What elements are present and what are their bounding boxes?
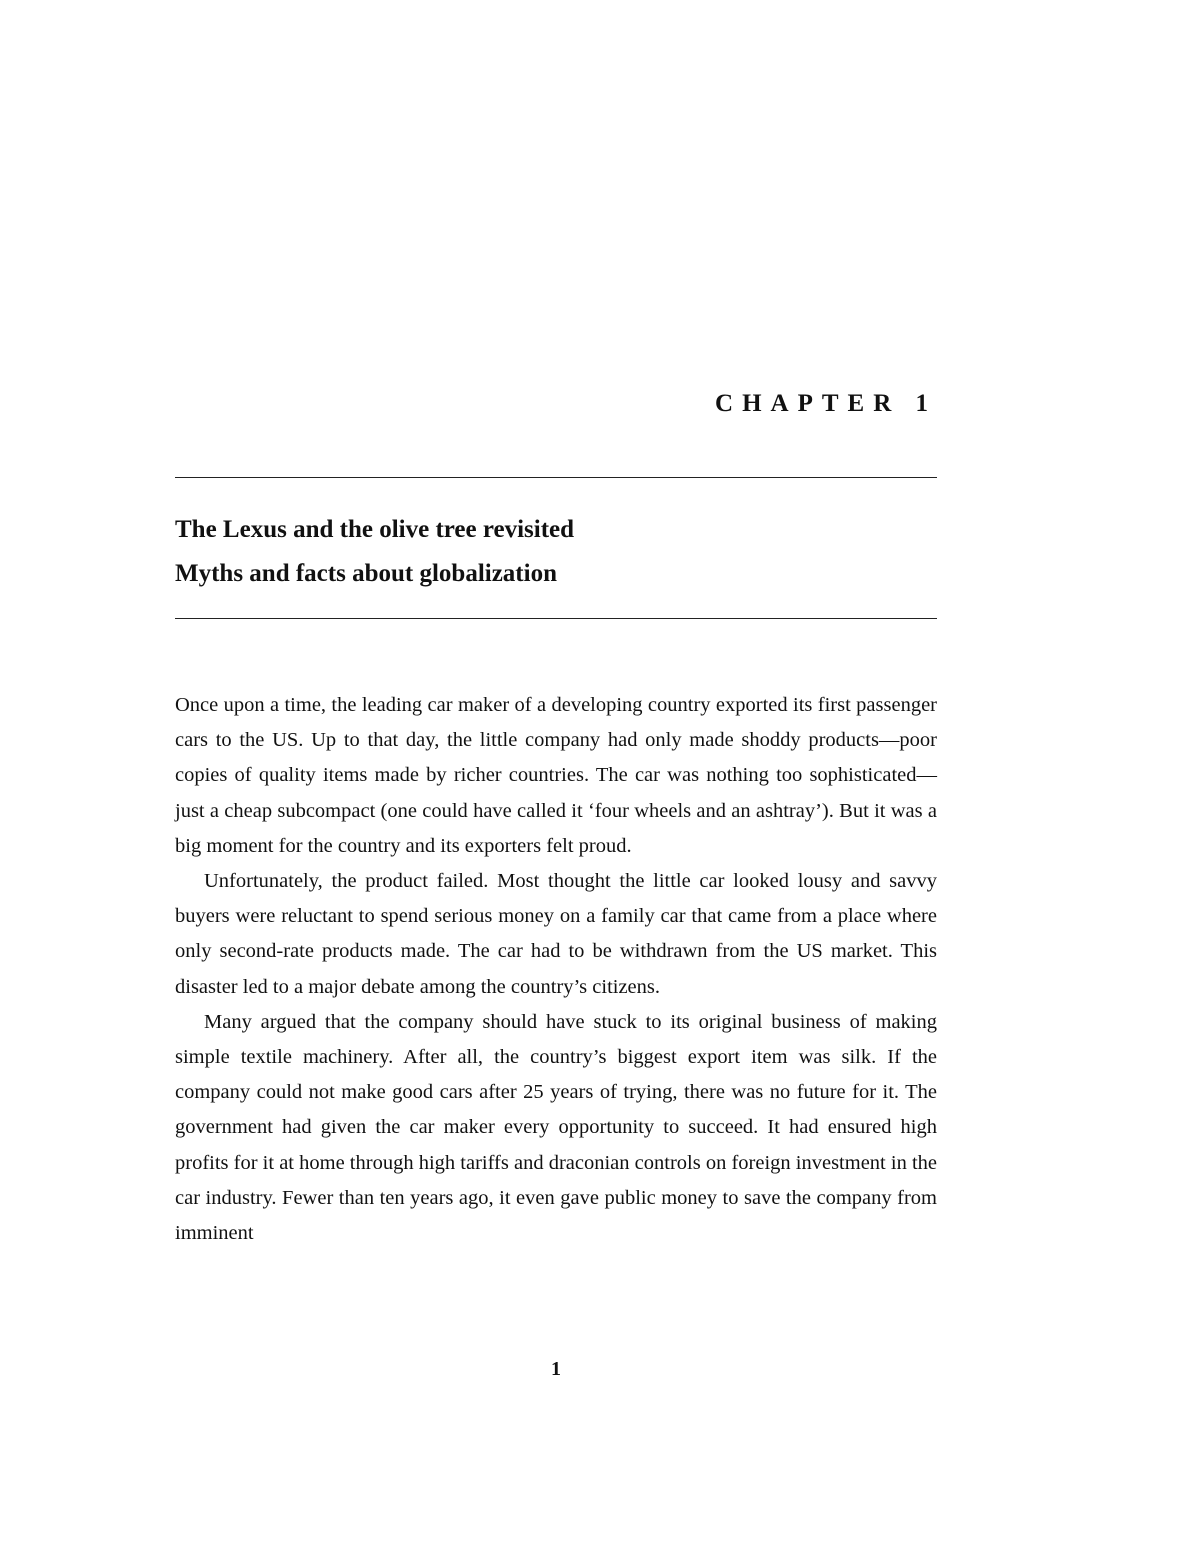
body-text [175,688,937,1251]
paragraph: Many argued that the company should have stuck to its original business of making simple textile machinery. After all, the country’s biggest export item was silk. If the company could not make good cars after 25 years of trying, there was no future for it. The government had given the car maker every opportunity to succeed. It had ensured high profits for it at home through high tariffs and draconian controls on foreign investment in the car industry. Fewer than ten years ago, it even gave public money to save the company from imminent [175,1010,937,1245]
bottom-rule-divider [175,618,937,619]
paragraph: Unfortunately, the product failed. Most thought the little car looked lousy and savvy buyers were reluctant to spend serious money on a family car that came from a place where only second-rate products made. The car had to be withdrawn from the US market. This disaster led to a major debate among the country’s citizens. [175,870,937,998]
page-number: 1 [551,1358,561,1380]
chapter-title: The Lexus and the olive tree revisited [175,516,575,543]
chapter-subtitle: Myths and facts about globalization [175,560,557,587]
paragraph: Once upon a time, the leading car maker of a developing country exported its first passenger cars to the US. Up to that day, the little company had only made shoddy products—poor copies of quality items made by richer countries. The car was nothing too sophisticated—just a cheap subcompact (one could have called it ‘four wheels and an ashtray’). But it was a big moment for the country and its exporters felt proud. [175,694,937,857]
top-rule-divider [175,477,937,478]
chapter-title-block [175,508,937,596]
chapter-label: CHAPTER 1 [715,390,937,417]
